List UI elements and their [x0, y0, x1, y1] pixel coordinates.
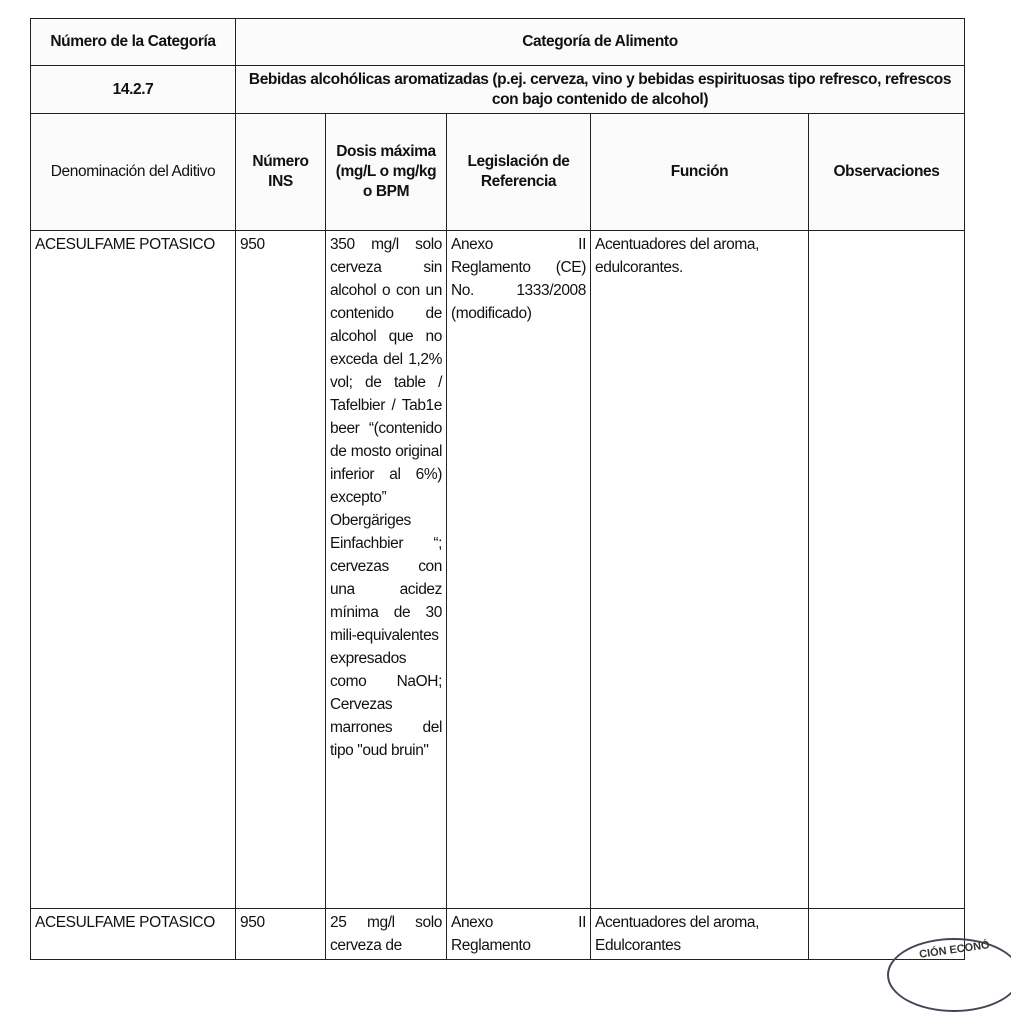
ins-number: 950: [236, 909, 326, 960]
additives-table: [30, 18, 965, 960]
col-header-dose: Dosis máxima (mg/L o mg/kg o BPM: [326, 114, 447, 231]
food-category-label: Categoría de Alimento: [236, 19, 965, 66]
max-dose: 350 mg/l solo cerveza sin alcohol o con un contenido de alcohol que no exceda del 1,2% vol; de table / Tafelbier / Tab1e beer “(contenido de mosto original inferior al 6%) excepto” Obergäriges Einfachbier “; cervezas con una acidez mínima de 30 mili-equivalentes expresados como NaOH; Cervezas marrones del tipo "oud bruin": [326, 231, 447, 909]
col-header-ins: Número INS: [236, 114, 326, 231]
function: Acentuadores del aroma, edulcorantes.: [591, 231, 809, 909]
legislation: Anexo II Reglamento: [447, 909, 591, 960]
col-header-legislation: Legislación de Referencia: [447, 114, 591, 231]
col-header-observations: Observaciones: [809, 114, 965, 231]
ins-number: 950: [236, 231, 326, 909]
table-row: [31, 231, 965, 909]
additive-name: ACESULFAME POTASICO: [31, 231, 236, 909]
function: Acentuadores del aroma, Edulcorantes: [591, 909, 809, 960]
col-header-function: Función: [591, 114, 809, 231]
stamp-text: CIÓN ECONÓ: [918, 939, 991, 961]
table-row: [31, 909, 965, 960]
official-stamp: [887, 938, 1011, 1012]
col-header-name: Denominación del Aditivo: [31, 114, 236, 231]
max-dose: 25 mg/l solo cerveza de: [326, 909, 447, 960]
observations: [809, 231, 965, 909]
category-number: 14.2.7: [31, 66, 236, 114]
legislation: Anexo II Reglamento (CE) No. 1333/2008 (modificado): [447, 231, 591, 909]
additive-name: ACESULFAME POTASICO: [31, 909, 236, 960]
category-name: Bebidas alcohólicas aromatizadas (p.ej. cerveza, vino y bebidas espirituosas tipo refresco, refrescos con bajo contenido de alcohol): [236, 66, 965, 114]
category-number-label: Número de la Categoría: [31, 19, 236, 66]
